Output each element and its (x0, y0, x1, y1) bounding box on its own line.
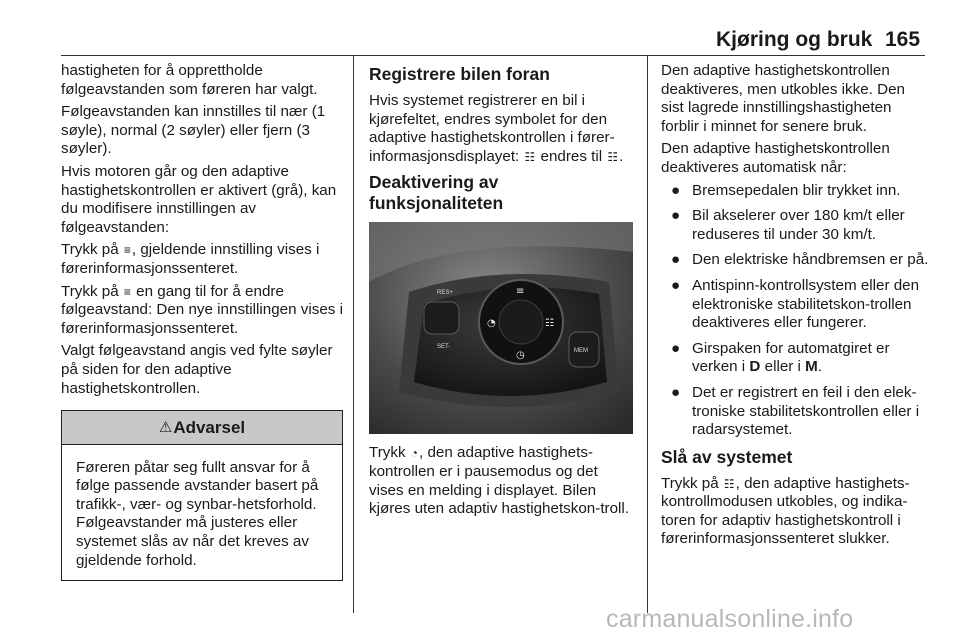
distance-icon: ≡ (516, 286, 525, 298)
list-item-text: eller i (764, 358, 801, 376)
list-item (661, 207, 929, 244)
distance-button-icon: ≡ (123, 243, 131, 258)
acc-vehicle-ahead-icon: ☷ (607, 149, 619, 164)
bullet-icon: ● (671, 251, 681, 269)
paragraph (61, 283, 343, 339)
bullet-icon: ● (671, 276, 681, 294)
list-item (661, 277, 929, 333)
acc-pause-icon: ◔ (410, 446, 419, 461)
text: , den adaptive hastighets-kontrollen er i pausemodus og det vises en melding i displayet. Bilen kjøres uten adaptiv hastighetskon-troll. (369, 444, 630, 518)
list-item-text: Bremsepedalen blir trykket inn. (692, 181, 901, 199)
mem-label: MEM (574, 348, 588, 355)
res-label: RES+ (437, 290, 453, 297)
paragraph: Den adaptive hastighetskontrollen deaktiveres, men utkobles ikke. Den sist lagrede innstillingshastigheten forblir i minnet for senere bruk. (661, 62, 905, 135)
header-title: Kjøring og bruk (716, 28, 873, 51)
list-item-text: Antispinn-kontrollsystem eller den elektroniske stabilitetskon-trollen deaktiveres eller fungerer. (692, 276, 920, 332)
text: Trykk på (661, 474, 719, 492)
list-item-text: Det er registrert en feil i den elek-troniske stabilitetskontrollen eller i radarsystemet. (692, 383, 920, 439)
paragraph: Den adaptive hastighetskontrollen deaktiveres automatisk når: (661, 140, 890, 176)
distance-button-icon: ≡ (123, 284, 131, 299)
bullet-icon: ● (671, 383, 681, 401)
text: , gjeldende innstilling vises i førerinformasjonssenteret. (61, 241, 320, 277)
deactivation-list (661, 182, 929, 440)
list-item (661, 384, 929, 440)
warning-title: Advarsel (173, 418, 246, 438)
list-item-text: Den elektriske håndbremsen er på. (692, 251, 929, 269)
set-label: SET- (437, 344, 451, 351)
vehicle-ahead-icon: ☷ (545, 318, 554, 330)
warning-header (62, 411, 342, 445)
gear-m: M (805, 358, 818, 376)
paragraph (61, 241, 343, 278)
paragraph: Valgt følgeavstand angis ved fylte søyler på siden for den adaptive hastighetskontrollen. (61, 342, 333, 397)
bullet-icon: ● (671, 181, 681, 199)
section-heading: Deaktivering av funksjonaliteten (369, 172, 504, 214)
text: . (619, 147, 624, 165)
acc-toggle-icon: ◔ (487, 318, 496, 330)
warning-triangle-icon: ⚠ (158, 419, 173, 437)
page-number: 165 (885, 28, 921, 51)
column-3 (661, 62, 929, 553)
column-2 (369, 62, 634, 523)
steering-wheel-controls-photo (369, 222, 633, 434)
gear-d: D (749, 358, 761, 376)
text: Trykk på (61, 282, 119, 300)
header-rule (61, 55, 925, 56)
text: endres til (540, 147, 603, 165)
column-divider-left (353, 55, 354, 613)
section-heading: Registrere bilen foran (369, 64, 550, 84)
watermark: carmanualsonline.info (606, 605, 854, 633)
acc-symbol-icon: ☷ (524, 149, 536, 164)
acc-off-icon: ☷ (723, 476, 735, 491)
paragraph (369, 444, 634, 518)
paragraph (369, 92, 634, 166)
paragraph (661, 475, 929, 549)
column-1 (61, 62, 343, 581)
paragraph: Hvis motoren går og den adaptive hastighetskontrollen er aktivert (grå), kan du modifisere innstillingen av følgeavstanden: (61, 162, 337, 236)
list-item (661, 340, 929, 377)
text: Trykk på (61, 241, 119, 259)
text: , den adaptive hastighets-kontrollmodusen utkobles, og indika-toren for adaptiv hastighetskontroll i førerinformasjonssenteret slukker. (661, 474, 910, 548)
list-item (661, 251, 929, 270)
list-item-text: Girspaken for automatgiret er verken i (692, 339, 890, 376)
paragraph: hastigheten for å opprettholde følgeavstanden som føreren har valgt. (61, 62, 318, 98)
text: Hvis systemet registrerer en bil i kjørefeltet, endres symbolet for den adaptive hastighetskontrollen i fører-informasjonsdisplayet: (369, 92, 615, 165)
text: en gang til for å endre følgeavstand: Den nye innstillingen vises i førerinformasjonssenteret. (61, 282, 343, 337)
bullet-icon: ● (671, 207, 681, 225)
bullet-icon: ● (671, 339, 681, 357)
section-heading: Slå av systemet (661, 446, 793, 467)
warning-box (61, 410, 343, 581)
warning-body: Føreren påtar seg fullt ansvar for å følge passende avstander basert på trafikk-, vær- og synbar-hetsforhold. Følgeavstander må justeres eller systemet slås av når det kreves av gjeldende forhold. (76, 458, 319, 569)
list-item-text: . (817, 358, 823, 376)
speed-limiter-icon: ◷ (516, 350, 525, 362)
paragraph: Følgeavstanden kan innstilles til nær (1 søyle), normal (2 søyler) eller fjern (3 søyler). (61, 103, 326, 158)
list-item (661, 182, 929, 201)
list-item-text: Bil akselerer over 180 km/t eller reduseres til under 30 km/t. (692, 207, 905, 243)
column-divider-right (647, 55, 648, 613)
text: Trykk (369, 444, 406, 462)
